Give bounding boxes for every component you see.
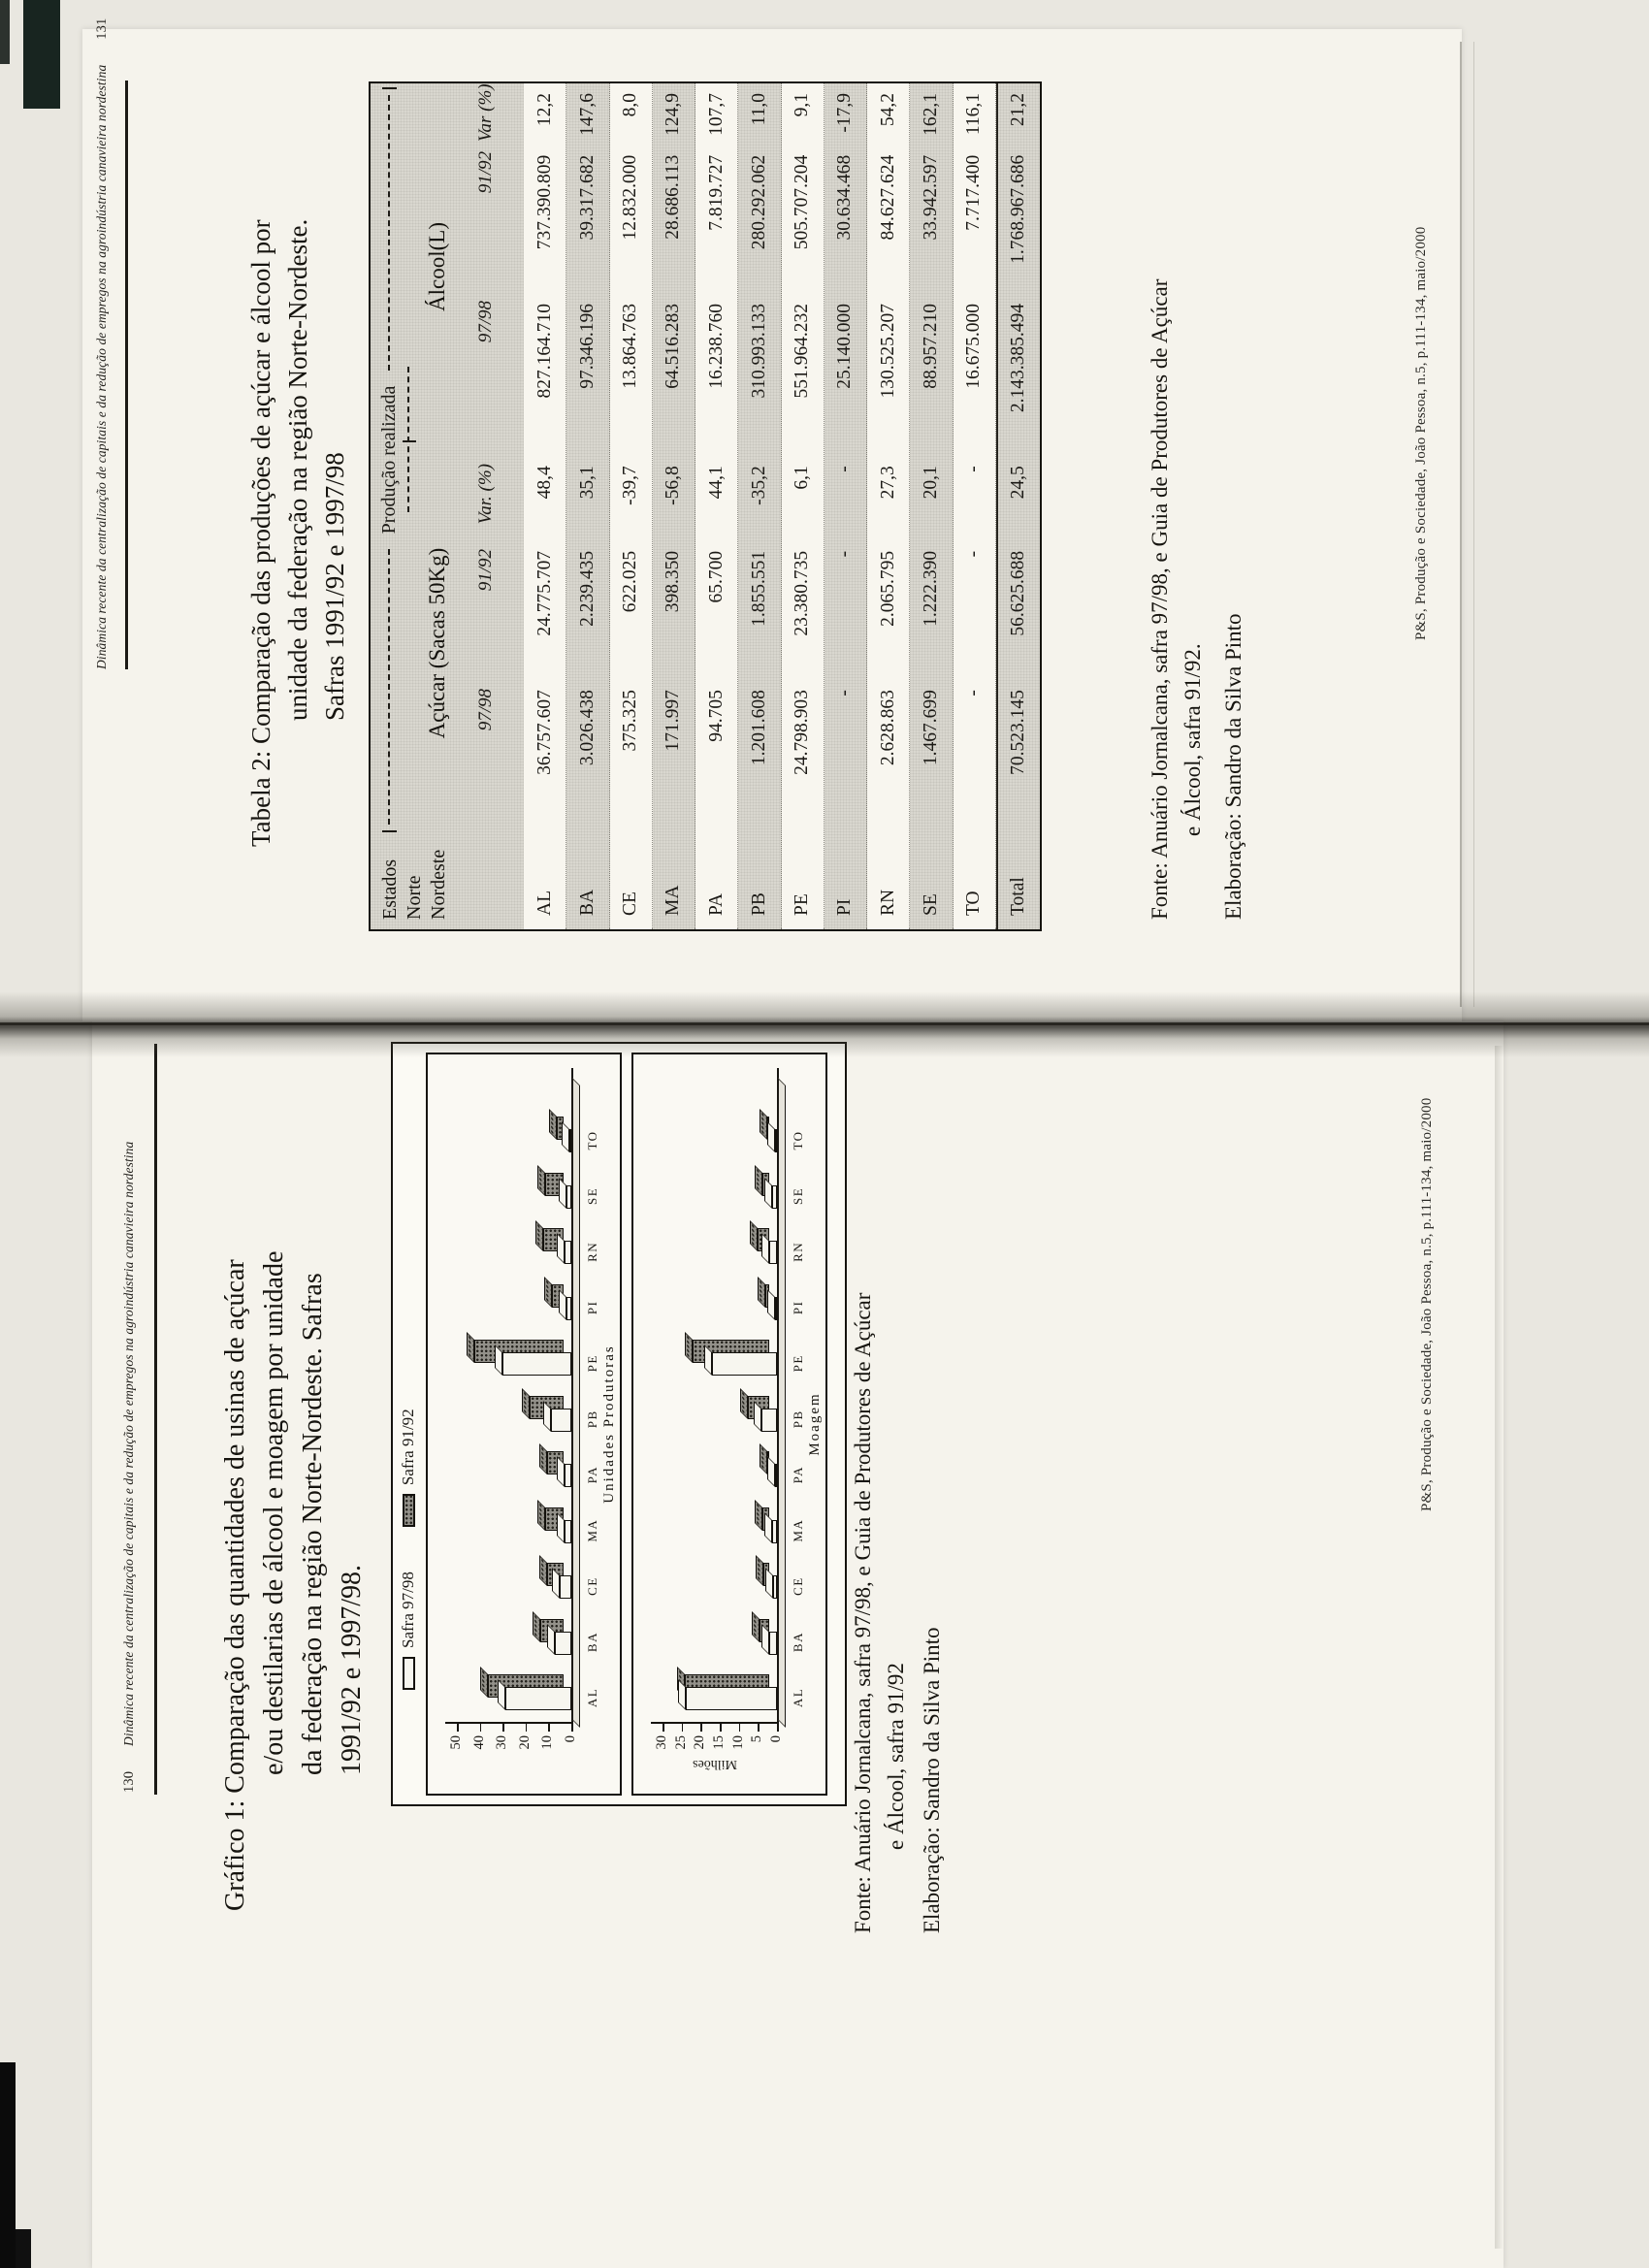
table-title-line: Safras 1991/92 e 1997/98 (320, 452, 349, 721)
bar-97-98-cap (767, 1289, 775, 1320)
bar-97-98-cap (765, 1568, 773, 1599)
header-rule (125, 81, 128, 669)
journal-footer: P&S, Produção e Sociedade, João Pessoa, n.5, p.111-134, maio/2000 (1419, 1097, 1435, 1511)
row-state-label: AL (534, 891, 555, 916)
row-value: 3.026.438 (576, 690, 598, 766)
bar-91-92-cap (539, 1443, 547, 1474)
state-label: TO (791, 1130, 805, 1150)
producao-realizada-label: Produção realizada (377, 385, 400, 535)
row-value: 7.819.727 (705, 154, 727, 231)
bar-91-92-cap (685, 1332, 693, 1363)
table-title (242, 219, 353, 847)
header-rule (154, 1044, 157, 1795)
state-label: AL (791, 1687, 805, 1708)
column-subheader: 97/98 (475, 689, 496, 731)
figure-box (391, 1042, 847, 1806)
row-value: 27,3 (877, 466, 898, 500)
row-value: 124,9 (663, 92, 684, 136)
row-state-label: SE (920, 893, 941, 916)
row-value: 84.627.624 (877, 154, 898, 241)
dash-terminator (403, 440, 416, 442)
y-tick-label: 15 (711, 1735, 727, 1750)
dash-line (388, 549, 390, 824)
column-subheader: Var (%) (475, 83, 496, 142)
row-value: 1.467.699 (920, 690, 941, 766)
row-value: 39.317.682 (576, 154, 598, 241)
row-value: 162,1 (920, 92, 941, 136)
y-axis-line (445, 1722, 572, 1724)
bar-97-98-cap (767, 1121, 775, 1152)
row-value: 1.768.967.686 (1008, 154, 1029, 264)
row-value: -35,2 (748, 466, 769, 505)
row-value: - (963, 690, 985, 697)
axis-tick (739, 1724, 741, 1732)
bar-97-98 (775, 1297, 777, 1320)
legend-swatch-91-92 (403, 1494, 415, 1527)
state-label: RN (585, 1241, 599, 1262)
bar-91-92-cap (740, 1388, 748, 1419)
legend-swatch-97-98 (403, 1657, 415, 1690)
row-value: 65.700 (705, 550, 727, 603)
row-value: 97.346.196 (576, 304, 598, 389)
row-value: 16.238.760 (705, 304, 727, 389)
y-tick-label: 20 (692, 1735, 708, 1750)
bar-91-92-cap (537, 1500, 545, 1531)
bar-97-98 (761, 1409, 777, 1432)
column-subheader: 91/92 (475, 151, 496, 194)
axis-tick (502, 1724, 504, 1732)
table-row (954, 83, 996, 929)
table-row (824, 83, 867, 929)
fold-line (0, 1023, 1649, 1026)
row-value: -17,9 (834, 92, 856, 133)
row-value: 6,1 (792, 466, 813, 490)
table-title-line: Tabela 2: Comparação das produções de açúcar e álcool por (246, 219, 275, 847)
bar-97-98-cap (559, 1289, 566, 1320)
running-header (94, 17, 111, 669)
table-title-line: unidade da federação na região Norte-Nordeste. (283, 218, 312, 721)
row-state-label: BA (576, 889, 598, 916)
bar-97-98 (565, 1520, 571, 1543)
axis-tick (663, 1724, 664, 1732)
row-value: 398.350 (663, 550, 684, 613)
row-value: 622.025 (620, 550, 641, 613)
row-value: 25.140.000 (834, 304, 856, 389)
state-label: SE (585, 1186, 599, 1206)
row-value: 44,1 (705, 466, 727, 500)
chart-panel-unidades-produtoras (426, 1053, 622, 1796)
row-state-label: TO (963, 891, 985, 916)
row-value: 23.380.735 (792, 550, 813, 636)
running-header-text: Dinâmica recente da centralização de capitais e da redução de empregos na agroindústria canavieira nordestina (94, 64, 109, 669)
row-value: 737.390.809 (534, 154, 555, 250)
row-value: 310.993.133 (748, 304, 769, 399)
table-row (867, 83, 910, 929)
dash-line (388, 95, 390, 370)
state-column-header (378, 850, 451, 920)
bar-97-98 (565, 1241, 571, 1264)
state-label: PA (791, 1465, 805, 1484)
legend-label: Safra 97/98 (399, 1571, 417, 1648)
state-label: RN (791, 1241, 805, 1262)
row-state-label: RN (877, 889, 898, 916)
row-value: 20,1 (920, 466, 941, 500)
state-label: CE (791, 1576, 805, 1596)
figure-title (216, 1251, 372, 1911)
bar-97-98 (505, 1687, 571, 1710)
producao-realizada-header (377, 87, 400, 832)
table-row (524, 83, 566, 929)
page-number: 130 (121, 1770, 137, 1793)
bar-97-98 (769, 1241, 777, 1264)
row-value: 2.143.385.494 (1008, 304, 1029, 413)
y-tick-label: 30 (654, 1735, 669, 1750)
group-header-alcool: Álcool(L) (425, 222, 449, 311)
row-value: 375.325 (620, 690, 641, 752)
bar-97-98 (775, 1464, 777, 1487)
legend-item-safra-91-92 (399, 1409, 418, 1527)
row-value: -56,8 (663, 466, 684, 505)
row-value: 30.634.468 (834, 154, 856, 241)
bar-97-98 (566, 1297, 571, 1320)
row-state-label: PI (834, 898, 856, 916)
bar-91-92-cap (522, 1388, 530, 1419)
row-state-label: PE (792, 893, 813, 916)
row-value: 107,7 (705, 92, 727, 136)
scanned-page-130 (92, 1021, 1504, 2268)
state-column-header-line: Estados (379, 859, 401, 920)
y-tick-label: 30 (494, 1735, 510, 1750)
state-label: PB (791, 1409, 805, 1429)
row-value: - (963, 550, 985, 558)
row-value: 54,2 (877, 92, 898, 127)
table-row (610, 83, 653, 929)
row-state-label: PB (748, 892, 769, 916)
axis-tick (457, 1724, 459, 1732)
bar-97-98-cap (559, 1178, 566, 1209)
chart-floor (778, 1078, 786, 1728)
bar-91-92-cap (755, 1165, 762, 1196)
bar-91-92-cap (467, 1332, 474, 1363)
y-tick-label: 0 (768, 1735, 784, 1743)
state-label: MA (791, 1518, 805, 1542)
bar-97-98-cap (767, 1456, 775, 1487)
state-label: TO (585, 1130, 599, 1150)
x-axis-label: Unidades Produtoras (601, 1345, 617, 1504)
row-value: 2.239.435 (576, 550, 598, 627)
row-value: - (834, 466, 856, 472)
state-label: PI (791, 1300, 805, 1315)
state-label: PE (585, 1354, 599, 1373)
row-value: 147,6 (576, 92, 598, 136)
legend-label: Safra 91/92 (399, 1409, 417, 1486)
group-header-acucar: Açúcar (Sacas 50Kg) (425, 547, 449, 739)
row-value: 36.757.607 (534, 690, 555, 775)
row-value: 505.707.204 (792, 154, 813, 250)
row-value: 8,0 (620, 92, 641, 117)
bar-91-92-cap (756, 1555, 763, 1586)
state-label: AL (585, 1687, 599, 1708)
bar-97-98-cap (562, 1121, 569, 1152)
bar-91-92-cap (549, 1109, 557, 1140)
page-edge-shadow (1460, 42, 1474, 1007)
state-label: BA (791, 1632, 805, 1653)
y-tick-label: 50 (448, 1735, 464, 1750)
bar-91-92-cap (535, 1220, 543, 1251)
dash-terminator (382, 87, 397, 89)
row-value: 1.201.608 (748, 690, 769, 766)
row-value: 116,1 (963, 92, 985, 136)
scan-artifact (0, 2062, 16, 2268)
row-value: 7.717.400 (963, 154, 985, 231)
y-tick-label: 25 (672, 1735, 689, 1750)
row-state-label: Total (1008, 877, 1029, 916)
x-axis-label: Moagem (807, 1392, 823, 1456)
row-value: 28.686.113 (663, 154, 684, 240)
bar-91-92-cap (760, 1109, 767, 1140)
row-value: 24,5 (1008, 466, 1029, 500)
bar-97-98 (565, 1464, 571, 1487)
bar-97-98-cap (764, 1178, 772, 1209)
row-value: 88.957.210 (920, 304, 941, 389)
legend-item-safra-97-98 (399, 1571, 418, 1690)
bar-91-92-cap (539, 1555, 547, 1586)
y-tick-label: 10 (729, 1735, 746, 1750)
bar-97-98 (772, 1520, 777, 1543)
row-value: 551.964.232 (792, 304, 813, 399)
y-tick-label: 40 (470, 1735, 487, 1750)
row-value: 827.164.710 (534, 304, 555, 399)
table-rows (524, 83, 1040, 929)
row-value: 16.675.000 (963, 304, 985, 389)
row-value: 35,1 (576, 466, 598, 500)
axis-tick (720, 1724, 722, 1732)
bar-97-98 (772, 1185, 777, 1209)
table-row (566, 83, 609, 929)
row-value: 12,2 (534, 92, 555, 127)
elaboracao-note: Elaboração: Sandro da Silva Pinto (920, 1627, 944, 1933)
table-row (695, 83, 738, 929)
row-value: 12.832.000 (620, 154, 641, 241)
row-value: 48,4 (534, 466, 555, 500)
bar-91-92-cap (537, 1165, 545, 1196)
page-edge-shadow (1495, 1046, 1504, 2249)
y-tick-label: 10 (539, 1735, 556, 1750)
axis-tick (480, 1724, 482, 1732)
state-label: PA (585, 1465, 599, 1484)
bar-97-98 (551, 1409, 571, 1432)
row-value: 24.775.707 (534, 550, 555, 636)
figure-title-line: Gráfico 1: Comparação das quantidades de usinas de açúcar (220, 1259, 250, 1911)
axis-tick (700, 1724, 702, 1732)
y-tick-label: 5 (749, 1735, 765, 1743)
column-subheader: Var. (%) (475, 464, 496, 525)
bar-97-98 (555, 1632, 571, 1655)
bar-97-98 (569, 1129, 571, 1152)
table-row (910, 83, 953, 929)
figure-title-line: da federação na região Norte-Nordeste. Safras (298, 1273, 328, 1775)
bar-97-98 (686, 1687, 777, 1710)
row-value: 11,0 (748, 92, 769, 126)
scan-artifact (16, 2229, 31, 2268)
row-value: - (963, 466, 985, 472)
bar-91-92-cap (480, 1667, 488, 1698)
bar-97-98 (560, 1575, 571, 1599)
figure-title-line: 1991/92 e 1997/98. (337, 1565, 367, 1775)
axis-tick (526, 1724, 528, 1732)
scanned-page-131 (82, 17, 1462, 1021)
bar-91-92-cap (533, 1611, 540, 1642)
row-value: 70.523.145 (1008, 690, 1029, 775)
y-tick-label: 0 (563, 1735, 578, 1743)
axis-tick (682, 1724, 684, 1732)
elaboracao-note: Elaboração: Sandro da Silva Pinto (1221, 613, 1245, 920)
state-label: BA (585, 1632, 599, 1653)
fonte-note: Fonte: Anuário Jornalcana, safra 97/98, e Guia de Produtores de Açúcar (851, 1292, 875, 1933)
row-value: 9,1 (792, 92, 813, 117)
table-row (782, 83, 824, 929)
row-value: 24.798.903 (792, 690, 813, 775)
axis-tick (758, 1724, 760, 1732)
y-tick-label: 20 (516, 1735, 533, 1750)
row-state-label: CE (620, 891, 641, 916)
chart-panel-moagem (631, 1053, 827, 1796)
axis-tick (777, 1724, 779, 1732)
state-label: PI (585, 1300, 599, 1315)
producao-dash-mark (407, 367, 409, 512)
row-value: 1.222.390 (920, 550, 941, 627)
bar-97-98 (502, 1352, 571, 1376)
running-header-text: Dinâmica recente da centralização de capitais e da redução de empregos na agroindústria canavieira nordestina (121, 1141, 136, 1746)
row-value: 94.705 (705, 690, 727, 742)
state-label: PE (791, 1354, 805, 1373)
chart-legend (399, 1409, 418, 1690)
row-value: 280.292.062 (748, 154, 769, 250)
bar-97-98 (775, 1129, 777, 1152)
bar-91-92-cap (750, 1220, 758, 1251)
state-label: CE (585, 1576, 599, 1596)
row-value: 56.625.688 (1008, 550, 1029, 636)
journal-footer: P&S, Produção e Sociedade, João Pessoa, n.5, p.111-134, maio/2000 (1413, 226, 1429, 640)
axis-tick (548, 1724, 550, 1732)
axis-tick (571, 1724, 573, 1732)
bar-91-92-cap (755, 1500, 762, 1531)
row-value: 64.516.283 (663, 304, 684, 389)
bar-97-98 (712, 1352, 777, 1376)
table-row (996, 83, 1040, 929)
chart-floor (572, 1078, 580, 1728)
figure-title-line: e/ou destilarias de álcool e moagem por unidade (259, 1250, 289, 1775)
state-label: MA (585, 1518, 599, 1542)
bar-97-98 (566, 1185, 571, 1209)
table-header (371, 83, 526, 929)
row-value: 13.864.763 (620, 304, 641, 389)
row-value: - (834, 690, 856, 697)
fonte-note: e Álcool, safra 91/92 (884, 1663, 908, 1850)
row-value: -39,7 (620, 466, 641, 505)
bar-91-92-cap (544, 1277, 552, 1308)
dash-terminator (382, 830, 397, 832)
state-label: SE (791, 1186, 805, 1206)
row-state-label: PA (705, 892, 727, 916)
row-value: 130.525.207 (877, 304, 898, 399)
bar-91-92-cap (758, 1277, 765, 1308)
y-axis-label: Milhões (693, 1757, 737, 1771)
bar-97-98 (773, 1575, 777, 1599)
row-value: 1.855.551 (748, 550, 769, 627)
column-subheader: 97/98 (475, 301, 496, 343)
row-value: - (834, 550, 856, 558)
bar-97-98-cap (764, 1512, 772, 1543)
table-row (738, 83, 781, 929)
column-subheader: 91/92 (475, 549, 496, 592)
row-value: 21,2 (1008, 92, 1029, 127)
fonte-note: Fonte: Anuário Jornalcana, safra 97/98, e Guia de Produtores de Açúcar (1148, 278, 1172, 920)
bar-97-98 (769, 1632, 777, 1655)
table-row (653, 83, 695, 929)
row-state-label: MA (663, 885, 684, 916)
scan-artifact (23, 0, 60, 109)
row-value: 33.942.597 (920, 154, 941, 241)
running-header (121, 1044, 138, 1793)
fonte-note: e Álcool, safra 91/92. (1180, 643, 1205, 836)
row-value: 2.065.795 (877, 550, 898, 627)
production-table (369, 81, 1042, 931)
column-subheaders (475, 80, 497, 832)
state-column-header-line: Norte (404, 875, 425, 920)
scan-artifact (0, 0, 10, 64)
bar-91-92-cap (752, 1611, 760, 1642)
state-label: PB (585, 1409, 599, 1429)
page-number: 131 (94, 17, 110, 40)
state-column-header-line: Nordeste (428, 849, 449, 920)
row-value: 171.997 (663, 690, 684, 752)
bar-91-92-cap (760, 1443, 767, 1474)
row-value: 2.628.863 (877, 690, 898, 766)
